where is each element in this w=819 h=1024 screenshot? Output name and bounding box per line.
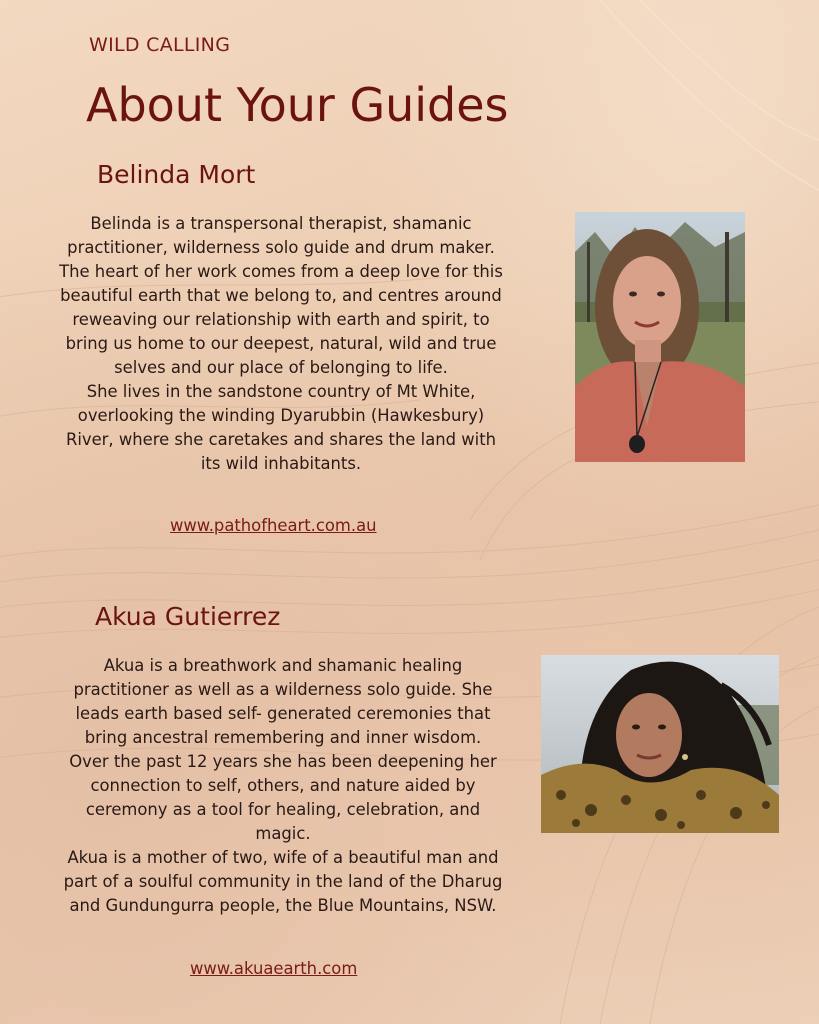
page-title: About Your Guides xyxy=(86,78,509,132)
guide-bio-belinda xyxy=(58,212,504,476)
bio-paragraph: Akua is a mother of two, wife of a beautiful man and part of a soulful community in the land of the Dharug and Gundungurra people, the Blue Mountains, NSW. xyxy=(63,848,503,915)
guide-bio-akua xyxy=(56,654,510,918)
bio-paragraph: Over the past 12 years she has been deepening her connection to self, others, and nature aided by ceremony as a tool for healing, celebration, and magic. xyxy=(69,752,497,843)
akua-photo xyxy=(541,655,779,833)
akua-website-link[interactable]: www.akuaearth.com xyxy=(190,959,358,978)
guide-name-akua: Akua Gutierrez xyxy=(95,602,281,631)
bio-paragraph: Akua is a breathwork and shamanic healing practitioner as well as a wilderness solo guide. She leads earth based self- generated ceremonies that bring ancestral remembering and inner wisdom. xyxy=(73,656,493,747)
guide-name-belinda: Belinda Mort xyxy=(97,160,256,189)
bio-paragraph: She lives in the sandstone country of Mt White, overlooking the winding Dyarubbin (Hawkesbury) River, where she caretakes and shares the land with its wild inhabitants. xyxy=(65,382,497,473)
brand-eyebrow: WILD CALLING xyxy=(89,34,231,56)
belinda-website-link[interactable]: www.pathofheart.com.au xyxy=(170,516,377,535)
bio-paragraph: Belinda is a transpersonal therapist, shamanic practitioner, wilderness solo guide and drum maker. xyxy=(67,214,495,257)
belinda-photo xyxy=(575,212,745,462)
bio-paragraph: The heart of her work comes from a deep love for this beautiful earth that we belong to, and centres around reweaving our relationship with earth and spirit, to bring us home to our deepest, natural, wild and true selves and our place of belonging to life. xyxy=(59,262,503,377)
